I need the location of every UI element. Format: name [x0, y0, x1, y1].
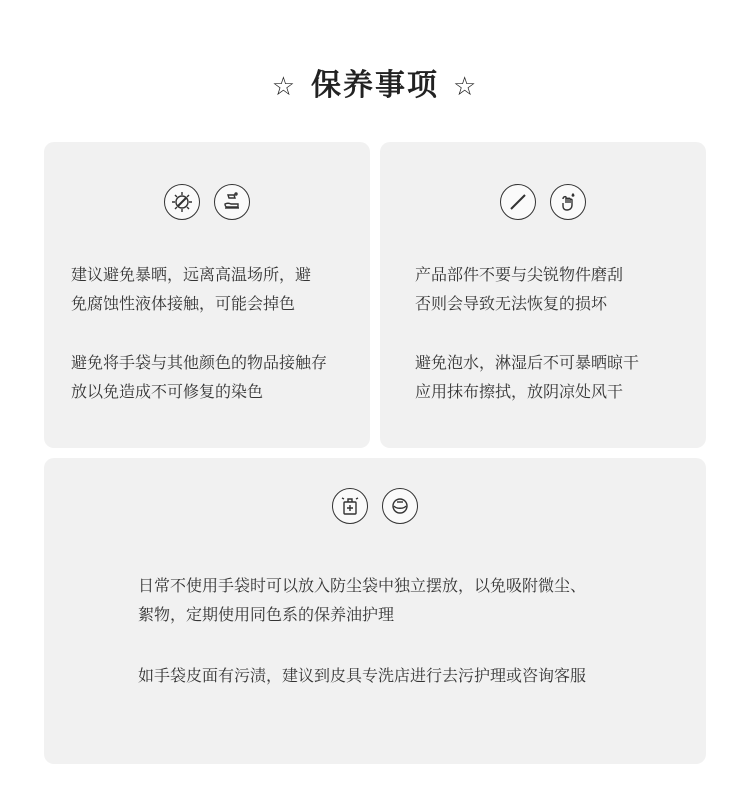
care-text: 避免泡水，淋湿后不可暴晒晾干 应用抹布擦拭，放阴凉处风干: [415, 353, 640, 401]
card-icons: [44, 184, 370, 220]
care-text: 产品部件不要与尖锐物件磨刮 否则会导致无法恢复的损坏: [415, 265, 624, 313]
card-icons: [380, 184, 706, 220]
page-title: [0, 60, 750, 104]
care-oil-icon: [382, 488, 418, 524]
card-icons: [44, 488, 706, 524]
storage-bag-icon: [332, 488, 368, 524]
star-left-icon: ☆: [271, 72, 297, 102]
care-card-storage: [44, 458, 706, 764]
care-text: 建议避免暴晒，远离高温场所，避 免腐蚀性液体接触，可能会掉色: [71, 265, 312, 313]
care-text: 日常不使用手袋时可以放入防尘袋中独立摆放，以免吸附微尘、 絮物，定期使用同色系的保养油护理: [138, 576, 587, 624]
no-sharp-objects-icon: [500, 184, 536, 220]
washing-hand-icon: [214, 184, 250, 220]
care-card-sharp-water: [380, 142, 706, 448]
water-hand-icon: [550, 184, 586, 220]
star-right-icon: ☆: [453, 72, 479, 102]
care-text: 如手袋皮面有污渍，建议到皮具专洗店进行去污护理或咨询客服: [138, 666, 587, 685]
sun-block-icon: [164, 184, 200, 220]
page-title-text: 保养事项: [311, 68, 439, 103]
care-card-sun-chemicals: [44, 142, 370, 448]
care-text: 避免将手袋与其他颜色的物品接触存 放以免造成不可修复的染色: [71, 353, 328, 401]
